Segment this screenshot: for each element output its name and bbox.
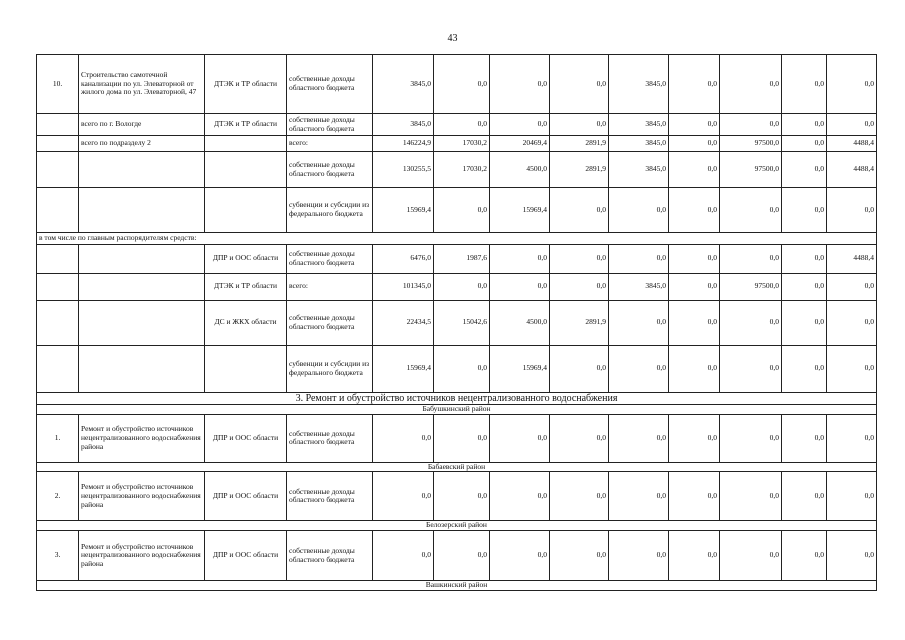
funding-source: собственные доходы областного бюджета xyxy=(287,55,373,114)
value-cell: 3845,0 xyxy=(609,273,669,300)
value-cell: 0,0 xyxy=(490,273,550,300)
value-cell: 0,0 xyxy=(782,414,827,462)
table-row xyxy=(37,55,877,114)
executor: ДТЭК и ТР области xyxy=(205,114,287,136)
value-cell: 0,0 xyxy=(720,345,782,392)
value-cell: 0,0 xyxy=(720,300,782,345)
row-number xyxy=(37,273,79,300)
table-row xyxy=(37,300,877,345)
value-cell: 15969,4 xyxy=(373,188,434,233)
item-name xyxy=(79,152,205,188)
value-cell: 0,0 xyxy=(373,414,434,462)
item-name xyxy=(79,300,205,345)
value-cell: 0,0 xyxy=(669,136,720,152)
value-cell: 0,0 xyxy=(434,188,490,233)
funding-source: собственные доходы областного бюджета xyxy=(287,300,373,345)
value-cell: 4488,4 xyxy=(827,244,877,273)
table-row xyxy=(37,233,877,245)
value-cell: 0,0 xyxy=(550,244,609,273)
funding-source: всего: xyxy=(287,136,373,152)
value-cell: 0,0 xyxy=(782,244,827,273)
value-cell: 0,0 xyxy=(550,531,609,581)
value-cell: 0,0 xyxy=(434,414,490,462)
executor xyxy=(205,152,287,188)
funding-source: собственные доходы областного бюджета xyxy=(287,472,373,521)
value-cell: 0,0 xyxy=(550,472,609,521)
item-name: Ремонт и обустройство источников нецентрализованного водоснабжения района xyxy=(79,472,205,521)
value-cell: 0,0 xyxy=(669,244,720,273)
executor: ДПР и ООС области xyxy=(205,531,287,581)
table-row xyxy=(37,581,877,591)
value-cell: 0,0 xyxy=(669,152,720,188)
executor xyxy=(205,345,287,392)
value-cell: 3845,0 xyxy=(609,55,669,114)
value-cell: 2891,9 xyxy=(550,300,609,345)
district-heading: Бабаевский район xyxy=(37,462,877,472)
value-cell: 0,0 xyxy=(609,414,669,462)
value-cell: 0,0 xyxy=(609,345,669,392)
section-heading: 3. Ремонт и обустройство источников нецентрализованного водоснабжения xyxy=(37,392,877,405)
value-cell: 0,0 xyxy=(434,472,490,521)
value-cell: 0,0 xyxy=(827,55,877,114)
funding-source: субвенции и субсидии из федерального бюджета xyxy=(287,188,373,233)
value-cell: 0,0 xyxy=(490,414,550,462)
value-cell: 0,0 xyxy=(720,114,782,136)
item-name: Ремонт и обустройство источников нецентрализованного водоснабжения района xyxy=(79,531,205,581)
value-cell: 0,0 xyxy=(609,531,669,581)
value-cell: 0,0 xyxy=(669,273,720,300)
value-cell: 0,0 xyxy=(782,472,827,521)
value-cell: 0,0 xyxy=(669,345,720,392)
value-cell: 0,0 xyxy=(827,414,877,462)
row-number: 10. xyxy=(37,55,79,114)
value-cell: 0,0 xyxy=(827,472,877,521)
item-name xyxy=(79,188,205,233)
value-cell: 0,0 xyxy=(609,300,669,345)
district-heading: Белозерский район xyxy=(37,521,877,531)
value-cell: 0,0 xyxy=(782,531,827,581)
value-cell: 4500,0 xyxy=(490,300,550,345)
value-cell: 0,0 xyxy=(550,114,609,136)
executor: ДС и ЖКХ области xyxy=(205,300,287,345)
table-row xyxy=(37,152,877,188)
value-cell: 0,0 xyxy=(720,414,782,462)
row-number xyxy=(37,244,79,273)
value-cell: 0,0 xyxy=(720,55,782,114)
value-cell: 101345,0 xyxy=(373,273,434,300)
value-cell: 0,0 xyxy=(827,273,877,300)
item-name xyxy=(79,345,205,392)
value-cell: 0,0 xyxy=(434,273,490,300)
value-cell: 0,0 xyxy=(434,531,490,581)
executor xyxy=(205,188,287,233)
table-row xyxy=(37,273,877,300)
value-cell: 0,0 xyxy=(550,345,609,392)
value-cell: 0,0 xyxy=(827,345,877,392)
value-cell: 0,0 xyxy=(720,244,782,273)
value-cell: 0,0 xyxy=(782,345,827,392)
value-cell: 0,0 xyxy=(669,414,720,462)
value-cell: 3845,0 xyxy=(373,55,434,114)
table-row xyxy=(37,244,877,273)
value-cell: 15969,4 xyxy=(373,345,434,392)
value-cell: 2891,9 xyxy=(550,152,609,188)
value-cell: 2891,9 xyxy=(550,136,609,152)
budget-table xyxy=(36,54,877,591)
value-cell: 0,0 xyxy=(609,244,669,273)
value-cell: 0,0 xyxy=(827,114,877,136)
value-cell: 4488,4 xyxy=(827,152,877,188)
value-cell: 0,0 xyxy=(782,188,827,233)
executor: ДТЭК и ТР области xyxy=(205,273,287,300)
item-name: всего по г. Вологде xyxy=(79,114,205,136)
row-number xyxy=(37,345,79,392)
funding-source: собственные доходы областного бюджета xyxy=(287,114,373,136)
value-cell: 0,0 xyxy=(782,55,827,114)
value-cell: 0,0 xyxy=(490,531,550,581)
value-cell: 0,0 xyxy=(782,114,827,136)
funding-source: собственные доходы областного бюджета xyxy=(287,152,373,188)
value-cell: 0,0 xyxy=(373,472,434,521)
value-cell: 0,0 xyxy=(827,531,877,581)
value-cell: 0,0 xyxy=(434,345,490,392)
value-cell: 97500,0 xyxy=(720,136,782,152)
executor xyxy=(205,136,287,152)
value-cell: 0,0 xyxy=(669,531,720,581)
district-heading: Бабушкинский район xyxy=(37,405,877,415)
executor: ДТЭК и ТР области xyxy=(205,55,287,114)
row-number: 3. xyxy=(37,531,79,581)
value-cell: 0,0 xyxy=(490,114,550,136)
value-cell: 15042,6 xyxy=(434,300,490,345)
item-name xyxy=(79,244,205,273)
row-number xyxy=(37,188,79,233)
value-cell: 97500,0 xyxy=(720,273,782,300)
value-cell: 0,0 xyxy=(669,188,720,233)
value-cell: 1987,6 xyxy=(434,244,490,273)
item-name: всего по подразделу 2 xyxy=(79,136,205,152)
row-number xyxy=(37,152,79,188)
value-cell: 15969,4 xyxy=(490,345,550,392)
value-cell: 0,0 xyxy=(550,273,609,300)
table-body xyxy=(37,55,877,591)
table-row xyxy=(37,136,877,152)
value-cell: 0,0 xyxy=(550,55,609,114)
table-row xyxy=(37,188,877,233)
row-number: 2. xyxy=(37,472,79,521)
executor: ДПР и ООС области xyxy=(205,414,287,462)
item-name: Строительство самотечной канализации по ул. Элеваторной от жилого дома по ул. Элеваторной, 47 xyxy=(79,55,205,114)
table-row xyxy=(37,462,877,472)
row-number xyxy=(37,136,79,152)
item-name: Ремонт и обустройство источников нецентрализованного водоснабжения района xyxy=(79,414,205,462)
row-number xyxy=(37,300,79,345)
item-name xyxy=(79,273,205,300)
value-cell: 0,0 xyxy=(782,136,827,152)
value-cell: 0,0 xyxy=(490,55,550,114)
value-cell: 15969,4 xyxy=(490,188,550,233)
table-row xyxy=(37,405,877,415)
table-row xyxy=(37,414,877,462)
funding-source: собственные доходы областного бюджета xyxy=(287,531,373,581)
value-cell: 0,0 xyxy=(720,531,782,581)
value-cell: 0,0 xyxy=(490,244,550,273)
funding-source: собственные доходы областного бюджета xyxy=(287,414,373,462)
value-cell: 0,0 xyxy=(669,114,720,136)
table-row xyxy=(37,531,877,581)
value-cell: 0,0 xyxy=(373,531,434,581)
district-heading: Вашкинский район xyxy=(37,581,877,591)
value-cell: 3845,0 xyxy=(609,136,669,152)
value-cell: 0,0 xyxy=(609,472,669,521)
subtotal-caption: в том числе по главным распорядителям средств: xyxy=(37,233,877,245)
value-cell: 4488,4 xyxy=(827,136,877,152)
value-cell: 6476,0 xyxy=(373,244,434,273)
value-cell: 0,0 xyxy=(720,472,782,521)
executor: ДПР и ООС области xyxy=(205,472,287,521)
value-cell: 0,0 xyxy=(434,114,490,136)
value-cell: 0,0 xyxy=(434,55,490,114)
value-cell: 0,0 xyxy=(782,300,827,345)
value-cell: 0,0 xyxy=(827,300,877,345)
value-cell: 0,0 xyxy=(669,300,720,345)
funding-source: собственные доходы областного бюджета xyxy=(287,244,373,273)
value-cell: 20469,4 xyxy=(490,136,550,152)
table-row xyxy=(37,345,877,392)
value-cell: 0,0 xyxy=(669,55,720,114)
funding-source: всего: xyxy=(287,273,373,300)
table-row xyxy=(37,472,877,521)
value-cell: 130255,5 xyxy=(373,152,434,188)
value-cell: 4500,0 xyxy=(490,152,550,188)
funding-source: субвенции и субсидии из федерального бюджета xyxy=(287,345,373,392)
value-cell: 0,0 xyxy=(782,152,827,188)
value-cell: 3845,0 xyxy=(373,114,434,136)
value-cell: 0,0 xyxy=(720,188,782,233)
value-cell: 0,0 xyxy=(669,472,720,521)
value-cell: 3845,0 xyxy=(609,114,669,136)
row-number xyxy=(37,114,79,136)
table-row xyxy=(37,521,877,531)
table-row xyxy=(37,114,877,136)
table-row xyxy=(37,392,877,405)
value-cell: 17030,2 xyxy=(434,136,490,152)
executor: ДПР и ООС области xyxy=(205,244,287,273)
value-cell: 17030,2 xyxy=(434,152,490,188)
value-cell: 146224,9 xyxy=(373,136,434,152)
value-cell: 0,0 xyxy=(827,188,877,233)
row-number: 1. xyxy=(37,414,79,462)
value-cell: 0,0 xyxy=(550,414,609,462)
value-cell: 0,0 xyxy=(609,188,669,233)
page-number: 43 xyxy=(447,33,458,44)
value-cell: 0,0 xyxy=(490,472,550,521)
value-cell: 3845,0 xyxy=(609,152,669,188)
value-cell: 0,0 xyxy=(782,273,827,300)
value-cell: 97500,0 xyxy=(720,152,782,188)
value-cell: 0,0 xyxy=(550,188,609,233)
value-cell: 22434,5 xyxy=(373,300,434,345)
